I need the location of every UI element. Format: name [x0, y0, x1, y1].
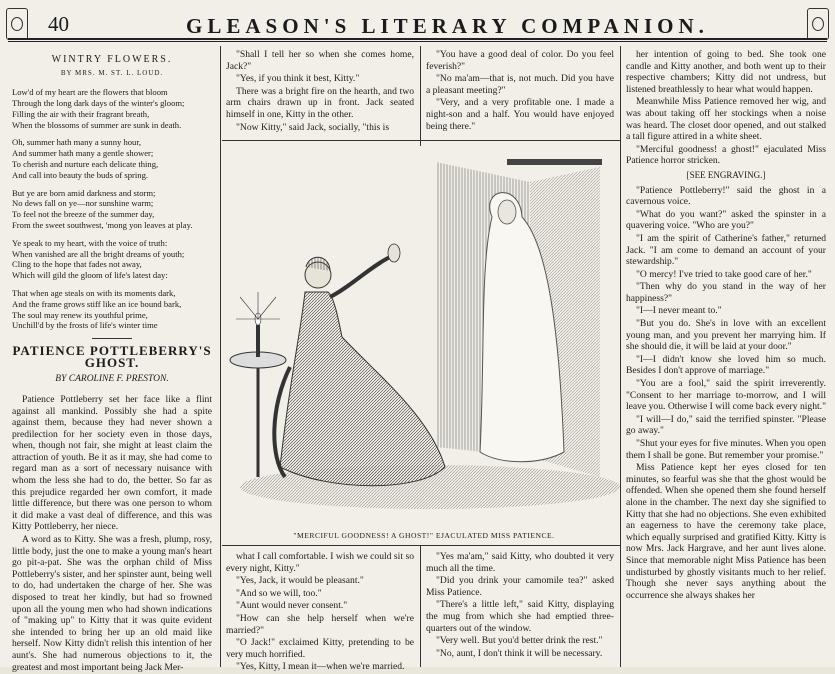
column-divider — [620, 46, 621, 667]
column-divider — [420, 46, 421, 146]
poem-stanza — [12, 137, 212, 180]
paragraph: "Very well. But you'd better drink the rest." — [436, 635, 603, 647]
poem-title: WINTRY FLOWERS. — [51, 54, 173, 65]
paragraph: A word as to Kitty. She was a fresh, plump, rosy, little body, just the one to make a young man's heart go pit-a-pat. She was the orphan child of Miss Pottleberry's sister, and her spinster aunt, being well to do, had undertaken the charge of her. She was disposed to treat her kindly, but had so frowned upon all the young men who had shown indications of "making up" to Kitty that it was quite evident she intended to bring her up an old maid like herself. Now Kitty didn't relish this intention of her aunt's. She had numerous objections to it, the greatest and most important being Jack Mer- — [12, 534, 212, 673]
column-4 — [626, 49, 826, 602]
poem-line: Filling the air with their fragrant breath, — [12, 108, 150, 119]
poem-line: To cherish and nurture each delicate thing, — [12, 158, 159, 169]
column-2-bottom — [226, 551, 414, 674]
paragraph: "And so we will, too." — [236, 587, 322, 599]
paragraph: "I—I never meant to." — [636, 305, 722, 317]
poem-line: Ye speak to my heart, with the voice of truth: — [12, 237, 168, 248]
poem-line: Cling to the hope that fades not away, — [12, 259, 142, 270]
poem-stanza — [12, 188, 212, 231]
column-divider — [420, 546, 421, 667]
engraving-illustration — [230, 147, 618, 509]
paragraph: Patience Pottleberry set her face like a flint against all mankind. Possibly she had a spite against them, because they had never shown a predilection for her society even in those days, when, though not fair, she might at least claim the attraction of youth. Be it as it may, she had come to regard man as a sort of necessary nuisance with whom the less she had to do, the better. So far as this prejudice regarded her own comfort, it made little difference, but there was one person to whom it did make a vast deal of difference, and this was Kitty Pottleberry, her niece. — [12, 393, 212, 533]
poem-line: And call into beauty the buds of spring. — [12, 169, 149, 180]
ornament-icon — [807, 8, 829, 40]
paragraph: "You have a good deal of color. Do you feel feverish?" — [426, 49, 614, 72]
paragraph: "O mercy! I've tried to take good care of her." — [636, 268, 812, 280]
paragraph: "Yes, if you think it best, Kitty." — [236, 73, 360, 85]
paragraph: "No ma'am—that is, not much. Did you have a pleasant meeting?" — [426, 73, 614, 96]
poem-line: Unchill'd by the frosts of life's winter time — [12, 320, 158, 331]
paragraph: "There's a little left," said Kitty, displaying the mug from which she had emptied three-quarters out of the window. — [426, 599, 614, 634]
paragraph: "How can she help herself when we're married?" — [226, 612, 414, 636]
poem-line: From the sweet southwest, 'mong yon leaves at play. — [12, 219, 193, 230]
paragraph: "Yes, Jack, it would be pleasant." — [236, 575, 364, 587]
paragraph: "Patience Pottleberry!" said the ghost in a cavernous voice. — [626, 184, 826, 208]
paragraph: "Merciful goodness! a ghost!" ejaculated Miss Patience horror stricken. — [626, 143, 826, 167]
paragraph: "Very, and a very profitable one. I made a night-son and a half. You would have enjoyed being there." — [426, 97, 614, 132]
header-rule — [8, 38, 827, 40]
paragraph: "Shut your eyes for five minutes. When you open them I shall be gone. But remember your promise." — [626, 438, 826, 461]
poem-stanza — [12, 288, 212, 331]
paragraph: "O Jack!" exclaimed Kitty, pretending to be very much horrified. — [226, 637, 414, 660]
masthead-title: GLEASON'S LITERARY COMPANION. — [186, 14, 709, 38]
paragraph: "I am the spirit of Catherine's father," returned Jack. "I am come to demand an account of your stewardship." — [626, 232, 826, 268]
paragraph: "Yes, Kitty, I mean it—when we're married. — [236, 661, 405, 673]
paragraph: "Aunt would never consent." — [236, 600, 348, 612]
poem-line: Which will gild the gloom of life's latest day: — [12, 270, 168, 281]
column-1 — [12, 48, 212, 674]
illustration-border — [222, 140, 620, 141]
story-author: BY CAROLINE F. PRESTON. — [55, 374, 169, 385]
paragraph: "Did you drink your camomile tea?" asked Miss Patience. — [426, 575, 614, 598]
poem-line: And the frame grows stiff like an ice bound bark, — [12, 298, 182, 309]
poem-line: But ye are born amid darkness and storm; — [12, 187, 156, 198]
poem-body — [12, 87, 212, 331]
column-3-bottom — [426, 551, 614, 660]
poem-line: And summer hath many a gentle shower; — [12, 148, 154, 159]
poem-line: Through the long dark days of the winter's gloom; — [12, 97, 185, 108]
poem-line: Oh, summer hath many a sunny hour, — [12, 137, 142, 148]
story-text — [12, 394, 212, 673]
paragraph: "Now Kitty," said Jack, socially, "this is — [236, 121, 390, 133]
poem-line: To feel not the breeze of the summer day, — [12, 209, 155, 220]
story-title: PATIENCE POTTLEBERRY'S GHOST. — [12, 343, 212, 370]
page-number: 40 — [48, 12, 69, 36]
poem-stanza — [12, 87, 212, 130]
paragraph: what I call comfortable. I wish we could sit so every night, Kitty." — [226, 551, 414, 574]
poem-line: No dews fall on ye—nor sunshine warm; — [12, 198, 154, 209]
illustration-caption: "MERCIFUL GOODNESS! A GHOST!" EJACULATED MISS PATIENCE. — [293, 531, 555, 540]
ornament-icon — [6, 8, 28, 40]
paragraph: "Then why do you stand in the way of her happiness?" — [626, 281, 826, 304]
column-2-top — [226, 49, 414, 134]
engraving-note: [SEE ENGRAVING.] — [686, 169, 766, 180]
column-3-top — [426, 49, 614, 133]
poem-author: BY MRS. M. ST. L. LOUD. — [60, 68, 164, 77]
paragraph: her intention of going to bed. She took one candle and Kitty another, and both went up to their respective chambers; Kitty did not undress, but listened breathlessly to hear what would happen. — [626, 49, 826, 95]
paragraph: "Yes ma'am," said Kitty, who doubted it very much all the time. — [426, 551, 614, 574]
paragraph: Miss Patience kept her eyes closed for ten minutes, so fearful was she that the ghost would be offended. When she opened them she found herself alone in the chamber. The next day she signified to Kitty that she had no objections. She even exhibited an eagerness to have the ceremony take place, which equally surprised and gratified Kitty. Kitty is now Mrs. Jack Hargrave, and her aunt lives alone. Since that memorable night Miss Patience has been undisturbed by ghostly visitants much to her relief. Though she never says anything about the occurrence she always shakes her — [626, 462, 826, 601]
header-rule — [8, 41, 827, 42]
paragraph: "You are a fool," said the spirit irreverently. "Consent to her marriage to-morrow, and I will leave you. Otherwise I will come back every night." — [626, 378, 826, 413]
paragraph: "But you do. She's in love with an excellent young man, and you prevent her marrying him. If she should die, it will be laid at your door." — [626, 318, 826, 353]
paragraph: "What do you want?" asked the spinster in a quavering voice. "Who are you?" — [626, 208, 826, 232]
paragraph: There was a bright fire on the hearth, and two arm chairs drawn up in front. Jack seated himself in one, Kitty in the other. — [226, 85, 414, 120]
poem-stanza — [12, 238, 212, 281]
page-header — [0, 0, 835, 44]
poem-line: That when age steals on with its moments dark, — [12, 287, 176, 298]
paragraph: "Shall I tell her so when she comes home, Jack?" — [226, 49, 414, 72]
illustration-border — [222, 545, 620, 546]
paragraph: "I—I didn't know she loved him so much. Besides I don't approve of marriage." — [626, 353, 826, 377]
paragraph: "No, aunt, I don't think it will be necessary. — [436, 647, 603, 659]
section-rule — [92, 338, 132, 339]
poem-line: When vanished are all the bright dreams of youth; — [12, 248, 185, 259]
paragraph: Meanwhile Miss Patience removed her wig, and was about taking off her stockings when a noise was heard. The closet door opened, and out stalked a tall figure attired in a white sheet. — [626, 96, 826, 143]
paragraph: "I will—I do," said the terrified spinster. "Please go away." — [626, 413, 826, 437]
column-divider — [220, 46, 221, 667]
poem-line: Low'd of my heart are the flowers that bloom — [12, 87, 168, 98]
poem-line: The soul may renew its youthful prime, — [12, 309, 148, 320]
poem-line: When the blossoms of summer are sunk in death. — [12, 119, 182, 130]
